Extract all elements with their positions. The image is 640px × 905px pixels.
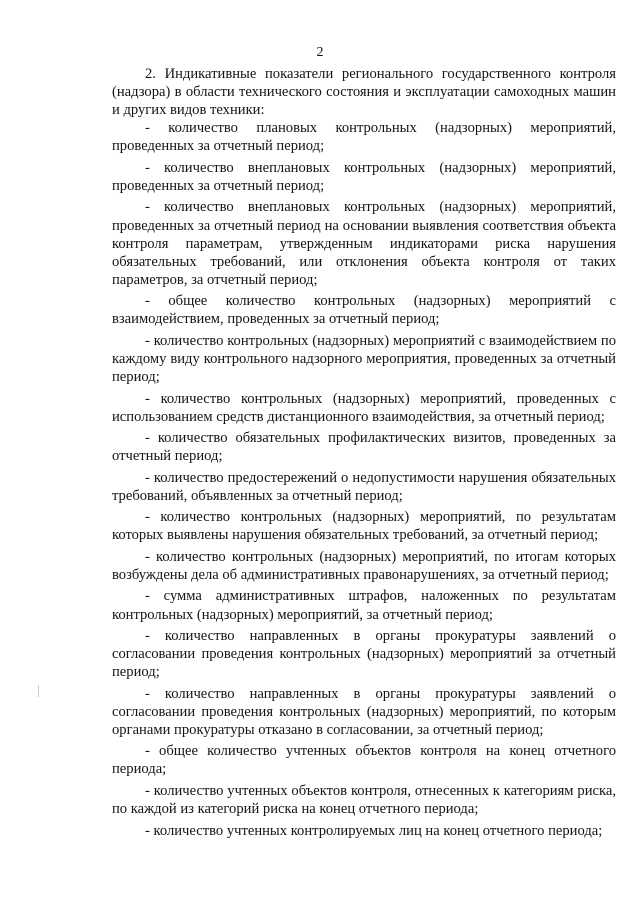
- indicator-item-fines-sum: - сумма административных штрафов, наложенных по результатам контрольных (надзорных) мероприятий, за отчетный период;: [112, 588, 616, 623]
- indicator-item-total-with-interaction: - общее количество контрольных (надзорных) мероприятий с взаимодействием, проведенных за отчетный период;: [112, 293, 616, 328]
- margin-scan-mark: [38, 685, 39, 697]
- section-heading-paragraph: 2. Индикативные показатели регионального государственного контроля (надзора) в области технического состояния и эксплуатации самоходных машин и других видов техники:: [112, 66, 616, 119]
- indicator-item-preventive-visits: - количество обязательных профилактических визитов, проведенных за отчетный период;: [112, 430, 616, 465]
- indicator-item-interaction-by-type: - количество контрольных (надзорных) мероприятий с взаимодействием по каждому виду контрольного надзорного мероприятия, проведенных за отчетный период;: [112, 332, 616, 386]
- indicator-item-unplanned-inspections: - количество внеплановых контрольных (надзорных) мероприятий, проведенных за отчетный период;: [112, 159, 616, 194]
- document-body: [112, 65, 616, 843]
- indicator-item-prosecutor-refusals: - количество направленных в органы прокуратуры заявлений о согласовании проведения контрольных (надзорных) мероприятий, по которым органами прокуратуры отказано в согласовании, за отчетный период;: [112, 685, 616, 738]
- indicator-item-objects-by-risk: - количество учтенных объектов контроля, отнесенных к категориям риска, по каждой из категорий риска на конец отчетного периода;: [112, 782, 616, 818]
- indicator-item-prosecutor-requests: - количество направленных в органы прокуратуры заявлений о согласовании проведения контрольных (надзорных) мероприятий за отчетный период;: [112, 628, 616, 681]
- indicator-item-controlled-persons: - количество учтенных контролируемых лиц на конец отчетного периода;: [145, 822, 603, 839]
- indicator-item-planned-inspections: - количество плановых контрольных (надзорных) мероприятий, проведенных за отчетный период;: [112, 120, 616, 155]
- indicator-item-warnings: - количество предостережений о недопустимости нарушения обязательных требований, объявленных за отчетный период;: [112, 469, 616, 504]
- page-number: 2: [316, 45, 324, 60]
- indicator-item-administrative-cases: - количество контрольных (надзорных) мероприятий, по итогам которых возбуждены дела об административных правонарушениях, за отчетный период;: [112, 548, 616, 583]
- indicator-item-unplanned-risk-based: - количество внеплановых контрольных (надзорных) мероприятий, проведенных за отчетный период на основании выявления соответствия объекта контроля параметрам, утвержденным индикаторами риска нарушения обязательных требований, или отклонения объекта контроля от таких параметров, за отчетный период;: [112, 199, 616, 288]
- indicator-item-violations-found: - количество контрольных (надзорных) мероприятий, по результатам которых выявлены нарушения обязательных требований, за отчетный период;: [112, 509, 616, 544]
- indicator-item-remote-interaction: - количество контрольных (надзорных) мероприятий, проведенных с использованием средств дистанционного взаимодействия, за отчетный период;: [112, 390, 616, 425]
- indicator-item-registered-objects: - общее количество учтенных объектов контроля на конец отчетного периода;: [112, 743, 616, 778]
